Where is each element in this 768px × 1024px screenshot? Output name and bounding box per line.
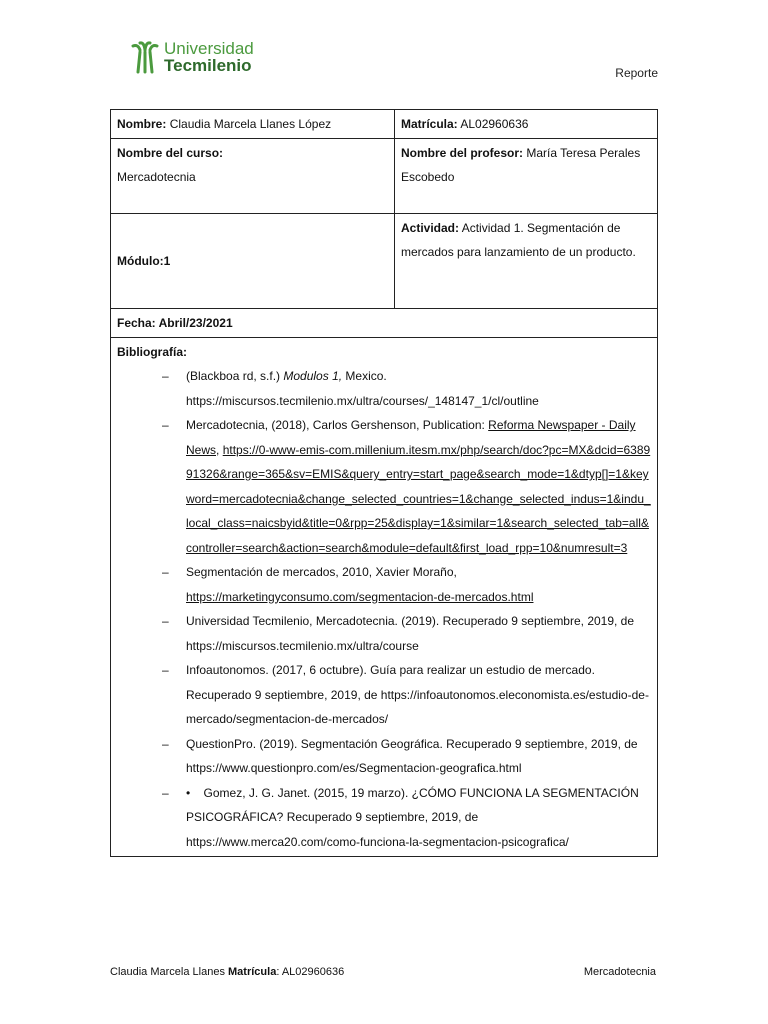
- matricula-cell: [395, 110, 658, 139]
- activity-cell: [395, 214, 658, 309]
- bibliography-item-6: [117, 732, 651, 781]
- item3-url-link[interactable]: https://marketingyconsumo.com/segmentacion-de-mercados.html: [186, 589, 534, 604]
- activity-label: Actividad:: [401, 221, 460, 235]
- matricula-value: AL02960636: [460, 117, 529, 131]
- professor-cell: [395, 139, 658, 214]
- dash-icon: –: [162, 418, 169, 432]
- footer-course: Mercadotecnia: [583, 966, 656, 978]
- logo-line-tecmilenio: Tecmilenio: [164, 56, 252, 75]
- bibliography-item-1: [117, 364, 651, 413]
- bibliography-item-4: [117, 609, 651, 658]
- course-label: Nombre del curso:: [117, 146, 224, 160]
- footer-name: Claudia Marcela Llanes: [110, 966, 225, 978]
- bullet-icon: •: [186, 785, 191, 800]
- university-logo: [130, 40, 254, 74]
- item1-prefix: (Blackboa rd, s.f.): [186, 369, 281, 383]
- bibliography-item-2: [117, 413, 651, 560]
- item2-publication-link[interactable]: Reforma Newspaper - Daily News: [186, 418, 636, 457]
- item2-comma: ,: [216, 442, 220, 457]
- dash-icon: –: [162, 785, 169, 800]
- name-label: Nombre:: [117, 117, 167, 131]
- professor-label: Nombre del profesor:: [401, 146, 524, 160]
- date-label: Fecha: Abril/23/2021: [117, 316, 233, 330]
- bibliography-item-3: [117, 560, 651, 609]
- item1-suffix: Mexico.: [345, 369, 387, 383]
- dash-icon: –: [162, 614, 169, 628]
- info-table: [110, 109, 658, 857]
- dash-icon: –: [162, 736, 169, 751]
- course-value: Mercadotecnia: [117, 170, 196, 184]
- item4-text: Universidad Tecmilenio, Mercadotecnia. (2019). Recuperado 9 septiembre, 2019, de https://miscursos.tecmilenio.mx/ultra/course: [186, 614, 635, 653]
- footer-left: [110, 966, 344, 978]
- item1-url: https://miscursos.tecmilenio.mx/ultra/courses/_148147_1/cl/outline: [186, 393, 539, 408]
- name-cell: [111, 110, 395, 139]
- matricula-label: Matrícula:: [401, 117, 458, 131]
- module-cell: [111, 214, 395, 309]
- tecmilenio-logo-icon: [130, 40, 160, 74]
- item7-text: Gomez, J. G. Janet. (2015, 19 marzo). ¿CÓMO FUNCIONA LA SEGMENTACIÓN PSICOGRÁFICA? Recuperado 9 septiembre, 2019, de https://www.merca20.com/como-funciona-la-segmentacion-psicografica/: [186, 785, 639, 849]
- bibliography-cell: [111, 338, 658, 857]
- dash-icon: –: [162, 565, 169, 579]
- footer-matricula-value: : AL02960636: [276, 966, 345, 978]
- dash-icon: –: [162, 663, 169, 677]
- item3-text: Segmentación de mercados, 2010, Xavier Moraño,: [186, 565, 457, 579]
- report-label: Reporte: [615, 66, 658, 80]
- bibliography-list: [117, 364, 651, 854]
- name-value: Claudia Marcela Llanes López: [169, 117, 332, 131]
- footer-matricula-label: Matrícula: [228, 966, 277, 978]
- dash-icon: –: [162, 369, 169, 383]
- date-cell: [111, 309, 658, 338]
- item1-italic: Modulos 1,: [283, 369, 343, 383]
- bibliography-item-5: [117, 658, 651, 732]
- course-cell: [111, 139, 395, 214]
- item6-text: QuestionPro. (2019). Segmentación Geográfica. Recuperado 9 septiembre, 2019, de https://www.questionpro.com/es/Segmentacion-geografica.html: [186, 736, 638, 775]
- item2-prefix: Mercadotecnia, (2018), Carlos Gershenson, Publication:: [186, 418, 485, 432]
- bibliography-title: Bibliografía:: [117, 345, 188, 359]
- bibliography-item-7: [117, 781, 651, 855]
- logo-line-universidad: Universidad: [164, 39, 254, 58]
- activity-value: Actividad 1. Segmentación de mercados para lanzamiento de un producto.: [401, 221, 636, 259]
- professor-value: María Teresa Perales Escobedo: [401, 146, 641, 184]
- module-label: Módulo:1: [117, 254, 171, 268]
- item2-url-link[interactable]: https://0-www-emis-com.millenium.itesm.mx/php/search/doc?pc=MX&dcid=638991326&range=365&sv=EMIS&query_entry=start_page&search_mode=1&dtyp[]=1&keyword=mercadotecnia&change_selected_countries=1&change_selected_indus=1&indu_local_class=naicsbyid&title=0&rpp=25&display=1&similar=1&search_selected_tab=all&controller=search&action=search&module=default&first_load_rpp=10&numresult=3: [186, 442, 651, 555]
- item5-text: Infoautonomos. (2017, 6 octubre). Guía para realizar un estudio de mercado. Recuperado 9 septiembre, 2019, de https://infoautonomos.eleconomista.es/estudio-de-mercado/segmentacion-de-mercados/: [186, 663, 649, 726]
